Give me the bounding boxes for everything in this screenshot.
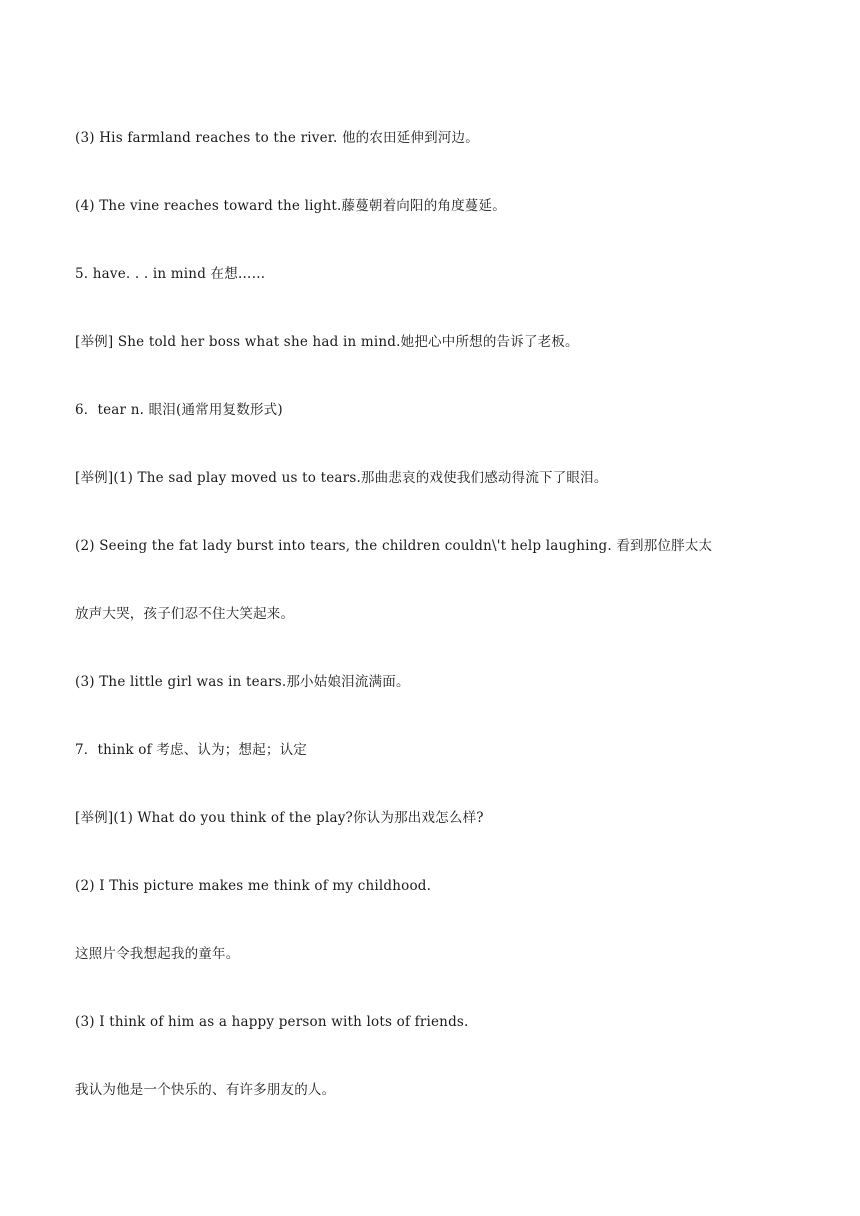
text-line: (4) The vine reaches toward the light.藤蔓朝着向阳的角度蔓延。 [75,198,506,214]
text-line: (2) Seeing the fat lady burst into tears, the children couldn\'t help laughing. 看到那位胖太太 [75,538,713,554]
text-line: [举例](1) The sad play moved us to tears.那曲悲哀的戏使我们感动得流下了眼泪。 [75,470,608,486]
text-line: (3) The little girl was in tears.那小姑娘泪流满面。 [75,674,410,690]
text-line: (2) I This picture makes me think of my childhood. [75,878,432,894]
text-line: 这照片令我想起我的童年。 [75,946,240,962]
text-line: 6．tear n. 眼泪(通常用复数形式) [75,402,283,418]
text-line: 5. have. . . in mind 在想…… [75,266,266,282]
text-line: [举例](1) What do you think of the play?你认为那出戏怎么样? [75,810,484,826]
text-line: (3) His farmland reaches to the river. 他的农田延伸到河边。 [75,130,479,146]
text-line: 7．think of 考虑、认为；想起；认定 [75,742,308,758]
text-line: [举例] She told her boss what she had in mind.她把心中所想的告诉了老板。 [75,334,579,350]
text-line: (3) I think of him as a happy person with lots of friends. [75,1014,469,1030]
text-line: 我认为他是一个快乐的、有许多朋友的人。 [75,1082,336,1098]
text-line: 放声大哭，孩子们忍不住大笑起来。 [75,606,295,622]
